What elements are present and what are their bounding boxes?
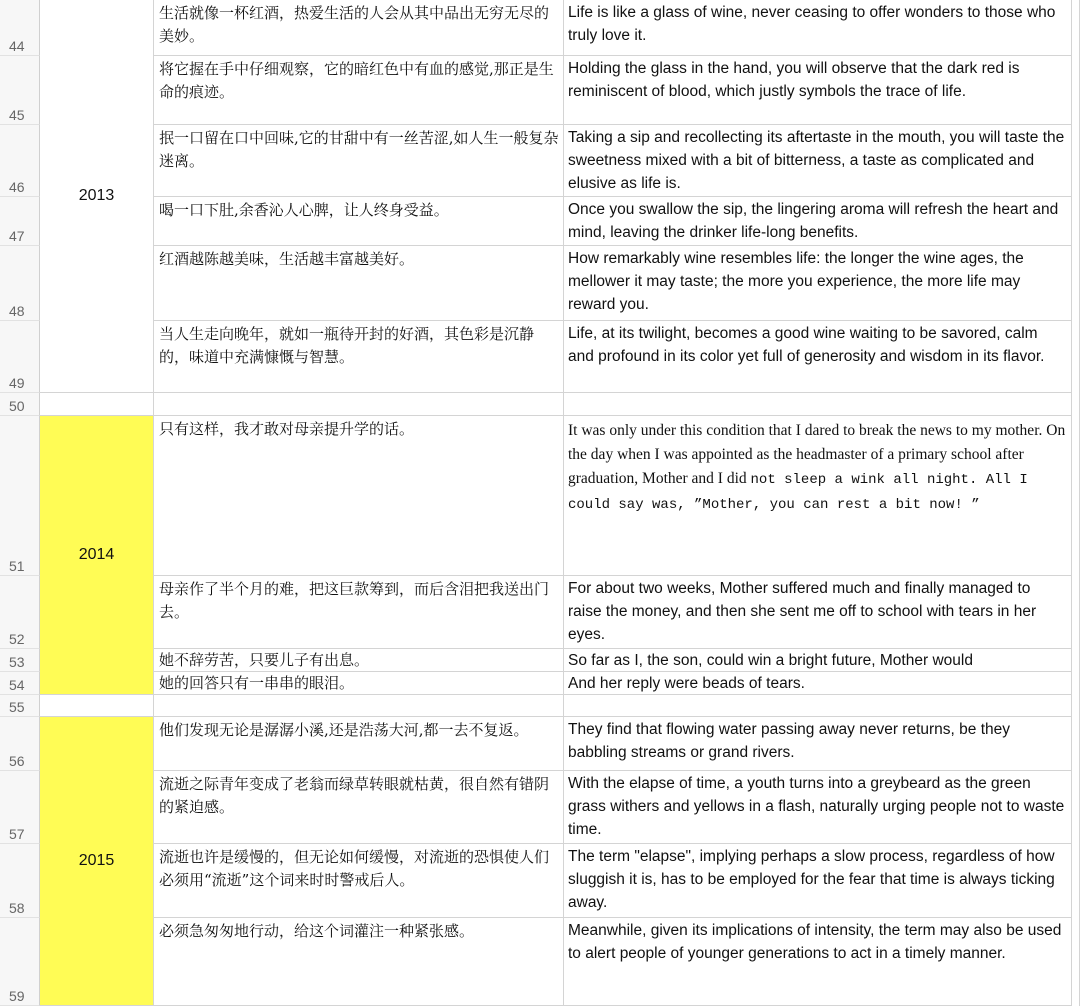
row-number: 53	[9, 654, 25, 670]
chinese-cell-54[interactable]: 她的回答只有一串串的眼泪。	[154, 672, 564, 695]
english-cell-49[interactable]: Life, at its twilight, becomes a good wine waiting to be savored, calm and profound in its color yet full of generosity and wisdom in its flavor.	[564, 321, 1072, 393]
year-cell-2014[interactable]	[40, 416, 154, 695]
english-cell-51[interactable]	[564, 416, 1072, 576]
row-header-49[interactable]	[0, 321, 40, 393]
chinese-cell-59[interactable]: 必须急匆匆地行动，给这个词灌注一种紧张感。	[154, 918, 564, 1006]
year-cell-2013[interactable]	[40, 0, 154, 393]
year-label: 2014	[78, 546, 115, 563]
english-cell-47[interactable]: Once you swallow the sip, the lingering aroma will refresh the heart and mind, leaving the drinker life-long benefits.	[564, 197, 1072, 246]
english-text-mono: not sleep a wink all night. All I could say was, ”Mother, you can rest a bit now! ”	[568, 472, 1028, 513]
english-cell-45[interactable]: Holding the glass in the hand, you will observe that the dark red is reminiscent of blood, which justly symbols the trace of life.	[564, 56, 1072, 125]
empty-cell[interactable]	[154, 393, 564, 416]
chinese-cell-46[interactable]: 抿一口留在口中回味,它的甘甜中有一丝苦涩,如人生一般复杂迷离。	[154, 125, 564, 197]
chinese-cell-44[interactable]: 生活就像一杯红酒，热爱生活的人会从其中品出无穷无尽的美妙。	[154, 0, 564, 56]
row-header-56[interactable]	[0, 717, 40, 771]
chinese-cell-48[interactable]: 红酒越陈越美味，生活越丰富越美好。	[154, 246, 564, 321]
row-header-52[interactable]	[0, 576, 40, 649]
next-column-edge[interactable]	[1072, 0, 1080, 1006]
row-header-58[interactable]	[0, 844, 40, 918]
row-header-47[interactable]	[0, 197, 40, 246]
english-cell-46[interactable]: Taking a sip and recollecting its aftertaste in the mouth, you will taste the sweetness mixed with a bit of bitterness, a taste as complicated and elusive as life is.	[564, 125, 1072, 197]
chinese-cell-51[interactable]: 只有这样，我才敢对母亲提升学的话。	[154, 416, 564, 576]
row-number: 44	[9, 38, 25, 54]
row-number: 54	[9, 677, 25, 693]
row-header-44[interactable]	[0, 0, 40, 56]
chinese-cell-56[interactable]: 他们发现无论是潺潺小溪,还是浩荡大河,都一去不复返。	[154, 717, 564, 771]
row-header-50[interactable]	[0, 393, 40, 416]
english-cell-54[interactable]: And her reply were beads of tears.	[564, 672, 1072, 695]
chinese-cell-57[interactable]: 流逝之际青年变成了老翁而绿草转眼就枯黄，很自然有错阴的紧迫感。	[154, 771, 564, 844]
chinese-cell-49[interactable]: 当人生走向晚年，就如一瓶待开封的好酒，其色彩是沉静的，味道中充满慷慨与智慧。	[154, 321, 564, 393]
row-header-57[interactable]	[0, 771, 40, 844]
row-number: 55	[9, 699, 25, 715]
row-header-46[interactable]	[0, 125, 40, 197]
empty-cell[interactable]	[564, 695, 1072, 717]
row-number: 48	[9, 303, 25, 319]
english-cell-56[interactable]: They find that flowing water passing away never returns, be they babbling streams or grand rivers.	[564, 717, 1072, 771]
row-number: 47	[9, 228, 25, 244]
english-cell-53[interactable]: So far as I, the son, could win a bright future, Mother would	[564, 649, 1072, 672]
row-header-48[interactable]	[0, 246, 40, 321]
empty-cell[interactable]	[40, 393, 154, 416]
english-cell-44[interactable]: Life is like a glass of wine, never ceasing to offer wonders to those who truly love it.	[564, 0, 1072, 56]
english-cell-57[interactable]: With the elapse of time, a youth turns into a greybeard as the green grass withers and yellows in a flash, naturally urging people not to waste time.	[564, 771, 1072, 844]
year-label: 2013	[78, 187, 115, 204]
row-header-59[interactable]	[0, 918, 40, 1006]
row-header-54[interactable]	[0, 672, 40, 695]
english-text-serif: It was only under this condition that I dared to break the news to my mother. On the day when I was appointed as the headmaster of a primary school after graduation, Mother and I did	[568, 422, 1066, 487]
chinese-cell-53[interactable]: 她不辞劳苦，只要儿子有出息。	[154, 649, 564, 672]
chinese-cell-58[interactable]: 流逝也许是缓慢的，但无论如何缓慢，对流逝的恐惧使人们必须用“流逝”这个词来时时警戒后人。	[154, 844, 564, 918]
year-label: 2015	[78, 852, 115, 869]
row-header-51[interactable]	[0, 416, 40, 576]
year-cell-2015[interactable]	[40, 717, 154, 1006]
row-header-45[interactable]	[0, 56, 40, 125]
chinese-cell-52[interactable]: 母亲作了半个月的难，把这巨款筹到，而后含泪把我送出门去。	[154, 576, 564, 649]
row-number: 50	[9, 398, 25, 414]
row-number: 52	[9, 631, 25, 647]
row-number: 59	[9, 988, 25, 1004]
empty-cell[interactable]	[564, 393, 1072, 416]
empty-cell[interactable]	[40, 695, 154, 717]
row-number: 51	[9, 558, 25, 574]
row-number: 56	[9, 753, 25, 769]
row-number: 57	[9, 826, 25, 842]
row-number: 46	[9, 179, 25, 195]
chinese-cell-45[interactable]: 将它握在手中仔细观察，它的暗红色中有血的感觉,那正是生命的痕迹。	[154, 56, 564, 125]
row-number: 49	[9, 375, 25, 391]
english-cell-52[interactable]: For about two weeks, Mother suffered much and finally managed to raise the money, and then she sent me off to school with tears in her eyes.	[564, 576, 1072, 649]
chinese-cell-47[interactable]: 喝一口下肚,余香沁人心脾，让人终身受益。	[154, 197, 564, 246]
empty-cell[interactable]	[154, 695, 564, 717]
english-cell-58[interactable]: The term "elapse", implying perhaps a slow process, regardless of how sluggish it is, has to be employed for the fear that time is always ticking away.	[564, 844, 1072, 918]
english-cell-48[interactable]: How remarkably wine resembles life: the longer the wine ages, the mellower it may taste; the more you experience, the more life may reward you.	[564, 246, 1072, 321]
row-header-55[interactable]	[0, 695, 40, 717]
row-number: 58	[9, 900, 25, 916]
row-header-53[interactable]	[0, 649, 40, 672]
english-cell-59[interactable]: Meanwhile, given its implications of intensity, the term may also be used to alert people of younger generations to act in a timely manner.	[564, 918, 1072, 1006]
row-number: 45	[9, 107, 25, 123]
